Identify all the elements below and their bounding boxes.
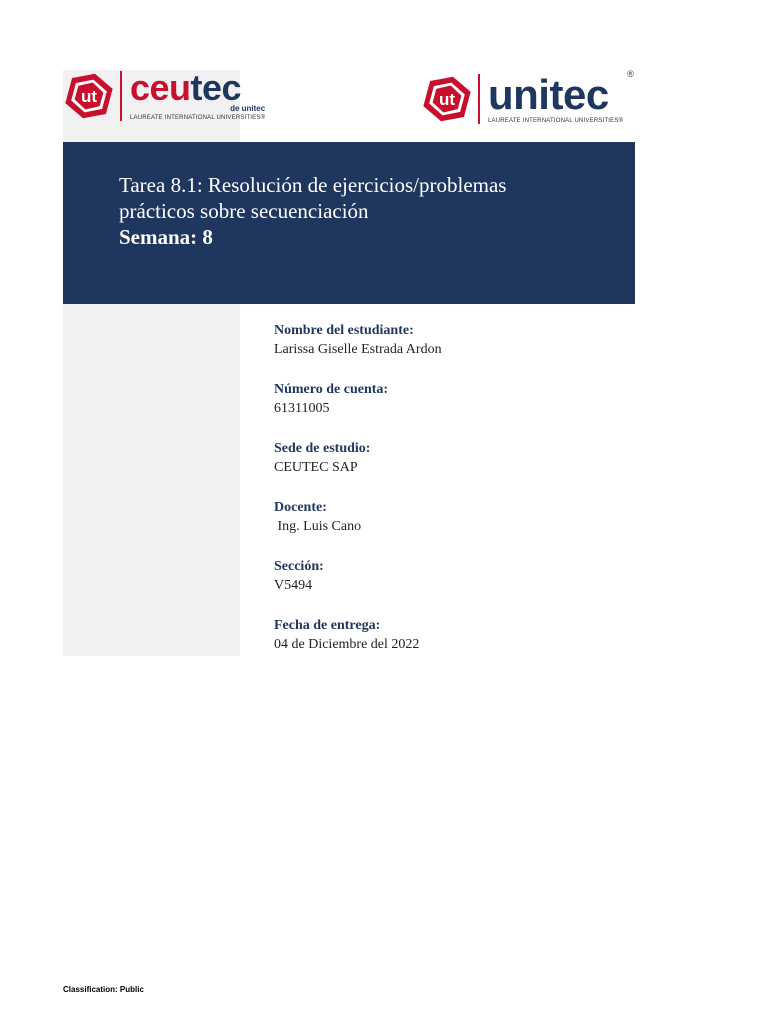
student-info bbox=[274, 322, 634, 676]
logo-divider bbox=[120, 71, 122, 121]
badge-text: ut bbox=[438, 90, 456, 109]
unitec-tagline: LAUREATE INTERNATIONAL UNIVERSITIES® bbox=[488, 118, 624, 124]
ut-badge-icon bbox=[64, 71, 114, 121]
field-value: 04 de Diciembre del 2022 bbox=[274, 637, 420, 652]
field-student-name bbox=[274, 322, 634, 381]
field-account-number bbox=[274, 381, 634, 440]
ceutec-wordmark bbox=[130, 67, 265, 108]
field-section bbox=[274, 558, 634, 617]
registered-mark: ® bbox=[627, 69, 634, 79]
ceutec-subtitle: de unitec bbox=[230, 104, 266, 113]
field-campus bbox=[274, 440, 634, 499]
ceutec-word-part2: tec bbox=[190, 67, 242, 108]
unitec-word: unitec bbox=[488, 71, 609, 118]
field-label: Número de cuenta: bbox=[274, 382, 389, 397]
title-line-1: Tarea 8.1: Resolución de ejercicios/problemas bbox=[119, 173, 507, 197]
ut-badge-icon bbox=[422, 74, 472, 124]
field-label: Fecha de entrega: bbox=[274, 618, 381, 633]
unitec-logo bbox=[422, 69, 634, 124]
field-value: Ing. Luis Cano bbox=[274, 519, 362, 534]
ceutec-logo bbox=[64, 67, 266, 121]
badge-text: ut bbox=[80, 86, 98, 106]
document-title bbox=[119, 172, 619, 250]
ceutec-tagline: LAUREATE INTERNATIONAL UNIVERSITIES® bbox=[130, 115, 266, 121]
field-value: V5494 bbox=[274, 578, 313, 593]
title-banner bbox=[63, 142, 635, 304]
field-label: Nombre del estudiante: bbox=[274, 323, 414, 338]
field-teacher bbox=[274, 499, 634, 558]
field-value: 61311005 bbox=[274, 401, 330, 416]
title-line-2: prácticos sobre secuenciación bbox=[119, 199, 369, 223]
field-label: Sede de estudio: bbox=[274, 441, 371, 456]
unitec-wordmark bbox=[488, 69, 634, 118]
logo-divider bbox=[478, 74, 480, 124]
field-label: Docente: bbox=[274, 500, 327, 515]
field-due-date bbox=[274, 617, 634, 676]
field-value: Larissa Giselle Estrada Ardon bbox=[274, 342, 442, 357]
field-label: Sección: bbox=[274, 559, 324, 574]
week-label: Semana: 8 bbox=[119, 225, 213, 249]
ceutec-word-part1: ceu bbox=[130, 67, 191, 108]
field-value: CEUTEC SAP bbox=[274, 460, 358, 475]
classification-footer: Classification: Public bbox=[63, 985, 144, 994]
